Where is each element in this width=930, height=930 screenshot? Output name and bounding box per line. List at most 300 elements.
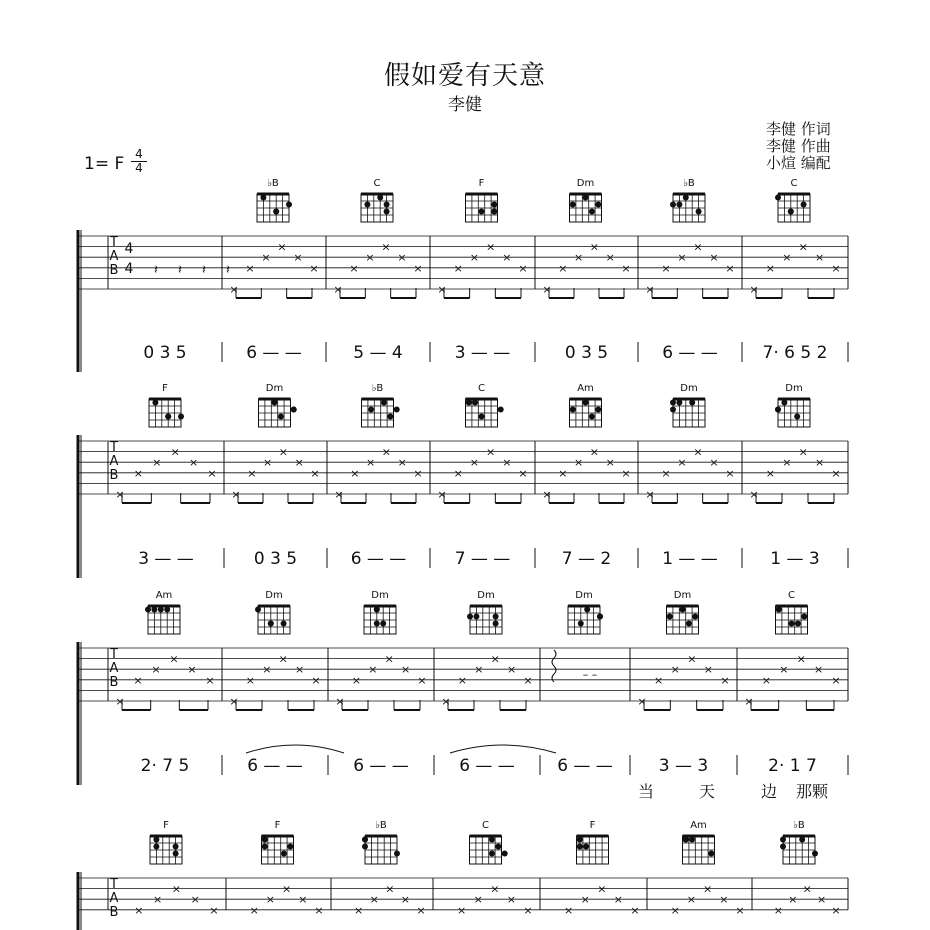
tab-note-x: × [814,456,825,470]
finger-dot [364,202,370,208]
tab-note-x: × [413,261,423,275]
tab-note-x: × [813,663,824,677]
chord-name: Am [577,383,594,394]
tab-note-x: × [385,882,395,896]
finger-dot [589,414,595,420]
tab-note-x: × [558,261,568,275]
tab-note-x: × [542,488,552,501]
finger-dot [374,607,380,613]
finger-dot [387,414,393,420]
chord-diagram [466,383,504,427]
tab-note-x: × [245,673,256,687]
numbered-measure: 2· 7 5 [140,756,190,776]
tab-note-x: × [294,663,305,677]
chord-diagram [362,820,400,864]
finger-dot [597,614,603,620]
chord-diagram [670,383,705,427]
finger-dot [689,837,695,843]
finger-dot [153,844,159,850]
chord-name: Dm [576,178,595,189]
finger-dot [260,195,266,201]
tab-note-x: × [133,673,143,687]
tab-note-x: × [542,283,552,296]
finger-dot [692,614,698,620]
chord-diagram [570,178,602,222]
chord-diagram [362,383,400,427]
finger-dot [670,400,676,406]
tab-note-x: × [670,903,680,917]
system-3 [78,642,848,801]
tab-note-x: × [613,893,624,907]
chord-diagram [670,178,705,222]
finger-dot [381,400,387,406]
finger-dot [570,202,576,208]
tab-clef-letter: T [110,440,118,455]
tab-note-x: × [152,456,162,470]
tab-note-x: × [605,251,615,265]
numbered-measure: 1 — — [662,549,718,569]
tab-time-bottom: 4 [124,261,134,277]
system-4 [78,872,848,930]
finger-dot [152,400,158,406]
chord-diagram [775,178,810,222]
tab-note-x: × [523,903,533,917]
tab-note-x: × [502,251,512,265]
lyric-word: 边 [760,782,778,801]
finger-dot [493,614,499,620]
tab-note-x: × [368,663,378,677]
tab-note-x: × [621,466,631,480]
tab-note-x: × [720,673,730,687]
chord-name: ♭B [793,820,805,831]
finger-dot [595,407,601,413]
song-title: 假如爱有天意 [383,61,546,91]
tab-note-x: × [207,466,217,480]
finger-dot [595,202,601,208]
finger-dot [287,844,293,850]
numbered-measure: 6 — — [557,756,613,776]
tab-note-x: × [349,261,359,275]
finger-dot [491,202,497,208]
chord-name: ♭B [375,820,387,831]
tab-note-x: × [798,240,808,254]
tab-note-x: × [187,663,197,677]
finger-dot [780,844,786,850]
tab-note-x: × [518,466,528,480]
tie-dash: – – [582,668,598,681]
tab-note-x: × [133,466,144,480]
tie-arc [450,745,556,753]
finger-dot [255,607,261,613]
finger-dot [583,400,589,406]
tab-time-top: 4 [124,241,134,257]
lyricist-credit: 李健 作词 [766,120,831,138]
tab-note-x: × [262,456,273,470]
chord-diagram [262,820,294,864]
finger-dot [380,621,386,627]
chord-name: Dm [265,590,283,601]
finger-dot [583,195,589,201]
finger-dot [479,414,485,420]
chord-name: ♭B [683,178,695,189]
chord-name: ♭B [371,383,384,394]
tab-clef-letter: B [109,468,119,483]
tab-note-x: × [381,445,392,459]
tab-note-x: × [703,663,714,677]
finger-dot [362,844,368,850]
tab-clef-letter: T [110,235,118,250]
chord-diagram [776,590,808,634]
tab-note-x: × [249,903,259,917]
key-signature: 1= F [84,154,125,174]
tab-note-x: × [134,903,144,917]
finger-dot [272,400,278,406]
tab-note-x: × [333,283,343,296]
chord-diagram [577,820,609,864]
tab-note-x: × [384,652,394,666]
tab-note-x: × [831,261,841,275]
tab-note-x: × [293,251,303,265]
tab-note-x: × [262,663,272,677]
tab-note-x: × [670,663,680,677]
tab-clef-letter: A [109,661,119,676]
tab-note-x: × [453,466,463,480]
tab-note-x: × [782,456,792,470]
chord-name: Am [155,590,173,601]
finger-dot [384,209,390,215]
tab-note-x: × [152,893,163,907]
chord-name: Dm [673,590,692,601]
chord-name: C [478,383,485,394]
chord-diagram [667,590,699,634]
lyric-word: 当 [637,782,655,801]
finger-dot [377,195,383,201]
chord-diagram [361,178,393,222]
finger-dot [495,844,501,850]
tab-note-x: × [437,488,447,501]
tab-note-x: × [661,261,671,275]
chord-diagram [364,590,396,634]
tab-note-x: × [702,882,713,896]
finger-dot [795,621,801,627]
tab-clef-letter: A [109,249,119,264]
numbered-measure: 7 — 2 [561,549,612,569]
tab-note-x: × [782,251,792,265]
tab-clef-letter: A [109,454,119,469]
finger-dot [362,837,368,843]
finger-dot [286,202,292,208]
finger-dot [683,195,689,201]
numbered-measure: 6 — — [353,756,409,776]
tab-note-x: × [309,261,319,275]
finger-dot [708,851,714,857]
numbered-measure: 3 — — [454,343,511,363]
tab-note-x: × [397,456,407,470]
finger-dot [479,209,485,215]
numbered-measure: 3 — — [138,549,194,569]
finger-dot [570,407,576,413]
arranger-credit: 小煊 编配 [766,154,831,172]
finger-dot [676,202,682,208]
tab-note-x: × [621,261,631,275]
finger-dot [493,621,499,627]
finger-dot [683,837,689,843]
numbered-measure: 3 — 3 [658,756,709,776]
chord-name: C [790,178,798,189]
tab-note-x: × [580,893,590,907]
tab-note-x: × [630,903,640,917]
tab-note-x: × [457,673,468,687]
chord-diagram [570,383,602,427]
tab-note-x: × [831,673,841,687]
finger-dot [158,607,164,613]
finger-dot [368,407,374,413]
tab-note-x: × [171,882,182,896]
tab-note-x: × [469,251,480,265]
chord-name: Dm [477,590,495,601]
chord-diagram [150,820,182,864]
chord-name: F [589,820,596,831]
finger-dot [491,209,497,215]
chord-name: F [478,178,485,189]
finger-dot [173,851,179,857]
chord-name: F [163,820,169,831]
tab-note-x: × [677,251,687,265]
tab-clef-letter: A [109,891,119,906]
tab-note-x: × [281,882,292,896]
numbered-measure: 7 — — [454,549,511,569]
tab-note-x: × [350,466,360,480]
chord-diagram [470,820,508,864]
tab-note-x: × [229,283,239,296]
numbered-measure: 1 — 3 [770,549,820,569]
finger-dot [153,837,159,843]
finger-dot [799,837,805,843]
finger-dot [466,400,472,406]
tab-clef-letter: T [110,647,118,662]
tab-note-x: × [247,466,257,480]
tab-note-x: × [506,893,517,907]
numbered-measure: 7· 6 5 2 [762,343,828,363]
numbered-measure: 0 3 5 [564,343,609,363]
tab-note-x: × [719,893,729,907]
tab-note-x: × [653,673,664,687]
finger-dot [165,414,171,420]
tab-note-x: × [589,445,600,459]
tab-note-x: × [209,903,219,917]
tab-note-x: × [400,893,411,907]
chord-name: Dm [371,590,389,601]
chord-diagram [145,590,180,634]
tab-note-x: × [311,673,321,687]
chord-diagram [683,820,715,864]
tab-note-x: × [310,466,320,480]
finger-dot [472,400,478,406]
finger-dot [502,851,508,857]
tab-note-x: × [334,488,344,501]
finger-dot [273,209,279,215]
tab-note-x: × [735,903,745,917]
tab-note-x: × [765,261,776,275]
tab-note-x: × [779,663,789,677]
finger-dot [801,202,807,208]
finger-dot [578,621,584,627]
tab-note-x: × [485,445,496,459]
tab-note-x: × [798,445,808,459]
tab-note-x: × [605,456,615,470]
chord-diagram [467,590,502,634]
lyric-word: 天 [698,782,716,801]
tab-note-x: × [469,456,480,470]
tab-note-x: × [677,456,687,470]
finger-dot [788,209,794,215]
rest-symbol: 𝄽 [202,263,206,278]
finger-dot [278,414,284,420]
finger-dot [583,844,589,850]
tab-note-x: × [441,695,451,708]
tab-note-x: × [485,240,496,254]
chord-diagram [775,383,810,427]
tab-note-x: × [687,652,697,666]
tab-note-x: × [265,893,276,907]
tab-note-x: × [749,283,759,296]
tab-note-x: × [686,893,697,907]
finger-dot [164,607,170,613]
finger-dot [789,621,795,627]
tab-note-x: × [563,903,574,917]
tab-note-x: × [353,903,364,917]
finger-dot [473,614,479,620]
tab-note-x: × [661,466,671,480]
tab-note-x: × [573,456,584,470]
tab-note-x: × [294,456,304,470]
finger-dot [467,614,473,620]
finger-dot [384,202,390,208]
finger-dot [394,407,400,413]
finger-dot [584,607,590,613]
chord-name: F [274,820,281,831]
rest-symbol: 𝄽 [226,263,230,278]
tab-note-x: × [365,251,375,265]
tab-clef-letter: B [109,905,119,920]
tab-note-x: × [381,240,391,254]
tab-clef-letter: B [109,675,119,690]
tab-note-x: × [397,251,407,265]
tab-note-x: × [365,456,376,470]
finger-dot [489,851,495,857]
tab-note-x: × [558,466,568,480]
tab-note-x: × [417,673,427,687]
tab-note-x: × [473,893,483,907]
finger-dot [178,414,184,420]
composer-credit: 李健 作曲 [766,137,831,155]
tab-note-x: × [709,456,719,470]
chord-diagram [780,820,818,864]
numbered-measure: 6 — — [662,343,718,363]
tab-note-x: × [645,488,655,501]
tab-note-x: × [278,445,289,459]
tab-note-x: × [589,240,600,254]
chord-name: C [373,178,381,189]
finger-dot [794,414,800,420]
finger-dot [676,400,682,406]
chord-name: F [162,383,168,394]
tab-note-x: × [314,903,324,917]
finger-dot [498,407,504,413]
tab-note-x: × [245,261,255,275]
finger-dot [776,607,782,613]
finger-dot [145,607,151,613]
system-2 [78,435,848,578]
finger-dot [577,837,583,843]
finger-dot [291,407,297,413]
tab-note-x: × [831,466,841,480]
finger-dot [670,407,676,413]
numbered-measure: 5 — 4 [353,343,403,363]
finger-dot [780,837,786,843]
tab-note-x: × [831,903,841,917]
numbered-measure: 6 — — [246,343,302,363]
tab-note-x: × [814,251,825,265]
tab-note-x: × [518,261,528,275]
chord-name: C [482,820,489,831]
finger-dot [589,209,595,215]
tab-note-x: × [709,251,719,265]
finger-dot [577,844,583,850]
tab-note-x: × [506,663,517,677]
finger-dot [268,621,274,627]
tab-note-x: × [765,466,776,480]
tab-note-x: × [115,488,125,501]
tab-note-x: × [231,488,241,501]
chord-name: C [788,590,795,601]
tab-clef-letter: B [109,263,119,278]
chord-diagram [257,178,292,222]
finger-dot [696,209,702,215]
finger-dot [489,837,495,843]
finger-dot [262,844,268,850]
tab-note-x: × [502,456,512,470]
tab-note-x: × [725,466,735,480]
tab-note-x: × [597,882,607,896]
finger-dot [781,400,787,406]
finger-dot [281,621,287,627]
numbered-measure: 6 — — [350,549,407,569]
numbered-measure: 6 — — [459,756,515,776]
numbered-measure: 6 — — [247,756,303,776]
finger-dot [812,851,818,857]
lyric-word: 那颗 [795,782,829,801]
tab-note-x: × [205,673,215,687]
chord-name: Dm [575,590,593,601]
system-1 [78,230,848,372]
tab-note-x: × [413,466,423,480]
tab-note-x: × [725,261,735,275]
finger-dot [670,202,676,208]
numbered-measure: 0 3 5 [253,549,298,569]
finger-dot [173,844,179,850]
tab-note-x: × [490,652,500,666]
finger-dot [151,607,157,613]
tab-note-x: × [437,283,447,296]
tab-note-x: × [490,882,500,896]
tab-note-x: × [744,695,754,708]
chord-name: ♭B [267,178,279,189]
time-signature-top: 4 [135,147,143,161]
rest-symbol: 𝄽 [178,263,182,278]
tab-note-x: × [298,893,308,907]
chord-diagram [568,590,603,634]
